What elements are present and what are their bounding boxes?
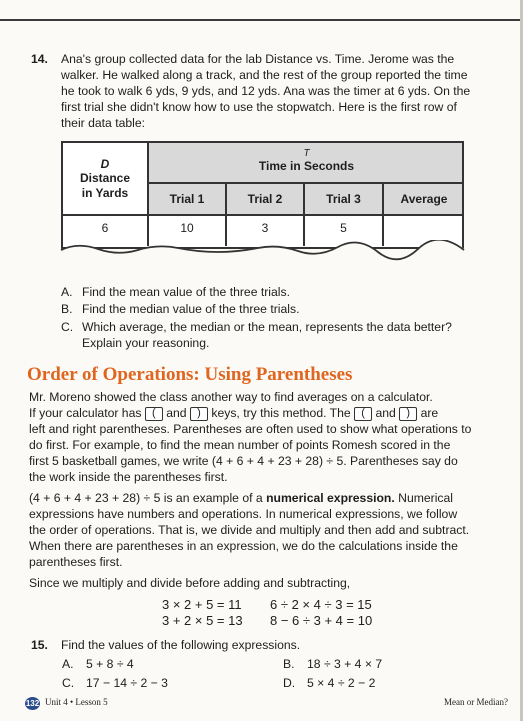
q14-line-2: walker. He walked along a track, and the rest of the group reported the time	[61, 68, 468, 82]
q14-line-4: first trial she didn't know how to use the stopwatch. Here is the first row of	[61, 100, 457, 114]
q15-a-letter: A.	[62, 657, 74, 671]
d-symbol: D	[100, 157, 110, 171]
distance-label-1: Distance	[79, 171, 131, 185]
para2-line-1a: (4 + 6 + 4 + 23 + 28) ÷ 5 is an example of a	[29, 491, 263, 505]
para1-line-3: left and right parentheses. Parentheses are often used to show what operations to	[29, 422, 472, 436]
q14-part-a-letter: A.	[61, 285, 73, 299]
and-text-1: and	[166, 406, 187, 420]
section-title: Order of Operations: Using Parentheses	[27, 364, 353, 385]
and-text-2: and	[375, 406, 396, 420]
para3: Since we multiply and divide before adding and subtracting,	[29, 576, 351, 590]
para1-line-4: do first. For example, to find the mean number of points Romesh scored in the	[29, 438, 451, 452]
q14-part-b-text: Find the median value of the three trials.	[82, 302, 300, 316]
distance-header	[63, 143, 149, 216]
distance-label-2: in Yards	[81, 186, 129, 200]
average-header: Average	[384, 184, 464, 216]
q15-a-expr: 5 + 8 ÷ 4	[86, 657, 134, 671]
para1-line-2c: are	[420, 406, 439, 420]
page-number-badge: 132	[25, 699, 40, 708]
para1-line-1: Mr. Moreno showed the class another way to find averages on a calculator.	[29, 390, 433, 404]
q14-part-b-letter: B.	[61, 302, 73, 316]
para2-line-1c: Numerical	[398, 491, 454, 505]
q14-line-1: Ana's group collected data for the lab Distance vs. Time. Jerome was the	[61, 52, 455, 66]
time-label: Time in Seconds	[258, 159, 355, 173]
example-right-2: 8 − 6 ÷ 3 + 4 = 10	[270, 613, 373, 628]
trial-2-header: Trial 2	[227, 184, 305, 216]
open-paren-key: (	[145, 407, 163, 421]
para1-line-2a: If your calculator has	[29, 406, 142, 420]
q14-line-5: their data table:	[61, 116, 146, 130]
para1-line-2b: keys, try this method. The	[211, 406, 351, 420]
torn-edge	[58, 240, 468, 262]
para2-line-1	[29, 490, 453, 507]
example-left-1: 3 × 2 + 5 = 11	[162, 597, 242, 612]
example-left-2: 3 + 2 × 5 = 13	[162, 613, 243, 628]
q15-b-letter: B.	[283, 657, 295, 671]
trial-3-header: Trial 3	[305, 184, 384, 216]
q15-d-letter: D.	[283, 676, 296, 690]
para2-line-3: the order of operations. That is, we divide and multiply and then add and subtract.	[29, 523, 470, 537]
q15-d-expr: 5 × 4 ÷ 2 − 2	[307, 676, 376, 690]
q14-part-c-text-2: Explain your reasoning.	[82, 336, 210, 350]
para1-line-5: first 5 basketball games, we write (4 + 6 + 4 + 23 + 28) ÷ 5. Parentheses say do	[29, 454, 458, 468]
trial-1-value: 10	[149, 216, 227, 246]
t-symbol: T	[303, 148, 310, 159]
question-14-number: 14.	[31, 52, 48, 66]
q14-part-c-letter: C.	[61, 320, 74, 334]
q15-b-expr: 18 ÷ 3 + 4 × 7	[307, 657, 383, 671]
example-right-1: 6 ÷ 2 × 4 ÷ 3 = 15	[270, 597, 372, 612]
para2-line-5: parentheses first.	[29, 555, 123, 569]
footer-unit-lesson: Unit 4 • Lesson 5	[45, 697, 108, 707]
top-rule	[0, 19, 523, 21]
para1-line-6: the work inside the parentheses first.	[29, 470, 228, 484]
trial-2-value: 3	[227, 216, 305, 246]
para2-line-2: expressions have numbers and operations. In numerical expressions, we follow	[29, 507, 458, 521]
data-table	[61, 141, 464, 249]
q14-line-3: he took to walk 6 yds, 9 yds, and 12 yds. Ana was the timer at 6 yds. On the	[61, 84, 471, 98]
q15-c-letter: C.	[62, 676, 75, 690]
close-paren-key-2: )	[399, 407, 417, 421]
trial-3-value: 5	[305, 216, 384, 246]
term-numerical-expression: numerical expression.	[266, 491, 395, 505]
para2-line-4: When there are parentheses in an expression, we do the calculations inside the	[29, 539, 458, 553]
q14-part-a-text: Find the mean value of the three trials.	[82, 285, 290, 299]
q15-c-expr: 17 − 14 ÷ 2 − 3	[86, 676, 168, 690]
question-15-number: 15.	[31, 638, 48, 652]
open-paren-key-2: (	[354, 407, 372, 421]
close-paren-key: )	[190, 407, 208, 421]
distance-value: 6	[63, 216, 149, 246]
para1-line-2	[29, 405, 438, 422]
trial-1-header: Trial 1	[149, 184, 227, 216]
footer-title: Mean or Median?	[444, 697, 508, 707]
time-header	[149, 143, 464, 184]
q14-part-c-text: Which average, the median or the mean, represents the data better?	[82, 320, 452, 334]
q15-prompt: Find the values of the following expressions.	[61, 638, 301, 652]
